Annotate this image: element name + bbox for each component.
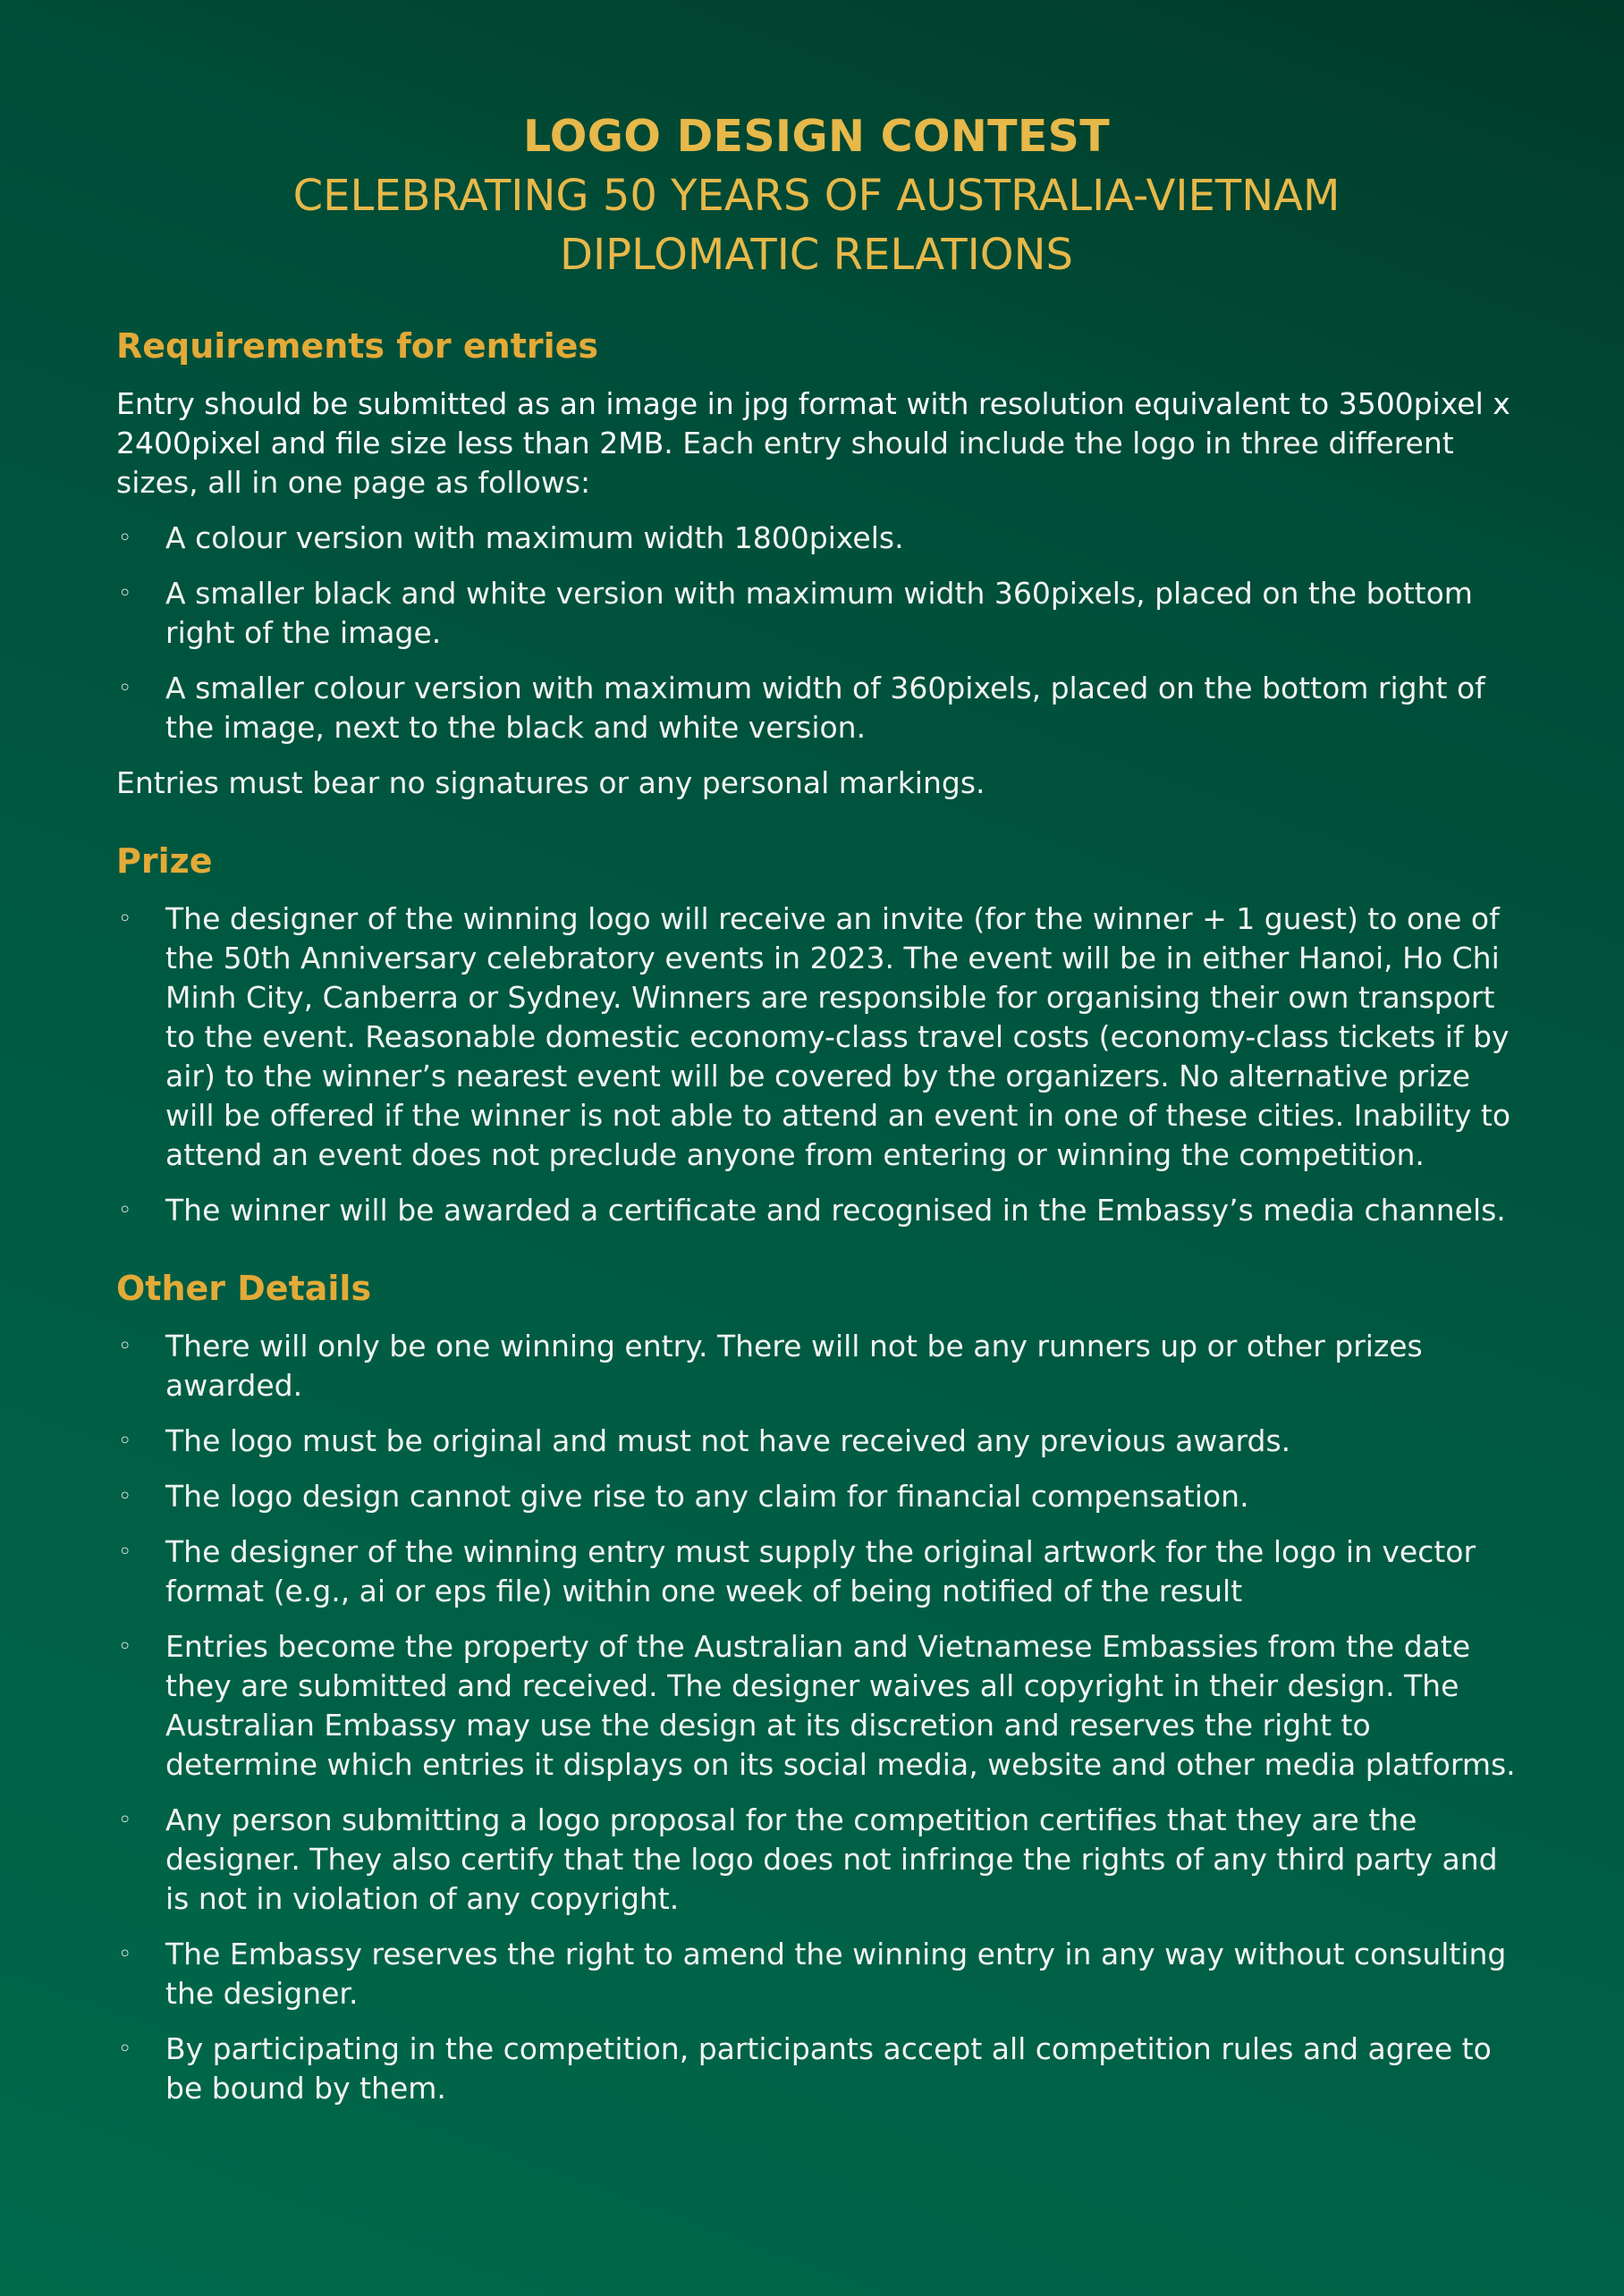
other-details-heading: Other Details [116,1269,372,1308]
requirements-intro [116,384,1517,502]
list-item-text: The Embassy reserves the right to amend the winning entry in any way without consulting the designer. [165,1937,1507,2011]
bullet-icon: ◦ [118,1333,132,1360]
list-item [116,1935,1517,2013]
bullet-icon: ◦ [118,1428,132,1455]
prize-list [116,899,1517,1230]
list-item [116,1801,1517,1919]
requirements-intro-rest: Each entry should include the logo in three different sizes, all in one page as follows: [116,426,1454,500]
page-subtitle-line-1: CELEBRATING 50 YEARS OF AUSTRALIA-VIETNAM [292,171,1341,221]
list-item [116,2030,1517,2108]
list-item-text: By participating in the competition, participants accept all competition rules and agree to be bound by them. [165,2031,1492,2106]
list-item [116,669,1517,747]
list-item-text: The logo design cannot give rise to any claim for financial compensation. [165,1479,1249,1514]
bullet-icon: ◦ [118,1483,132,1510]
page-title: LOGO DESIGN CONTEST [523,111,1110,162]
bullet-icon: ◦ [118,580,132,607]
list-item [116,1532,1517,1611]
list-item [116,1327,1517,1405]
other-details-list [116,1327,1517,2108]
bullet-icon: ◦ [118,1197,132,1224]
bullet-icon: ◦ [118,1539,132,1566]
list-item-text: Entries become the property of the Australian and Vietnamese Embassies from the date they are submitted and received. The designer waives all copyright in their design. The Australian Embassy may use the design at its discretion and reserves the right to determine which entries it displays on its social media, website and other media platforms. [165,1629,1516,1782]
bullet-icon: ◦ [118,906,132,933]
bullet-icon: ◦ [118,525,132,552]
requirements-list [116,519,1517,747]
requirements-heading: Requirements for entries [116,326,599,366]
list-item [116,1477,1517,1516]
requirements-section [116,324,1517,803]
list-item [116,899,1517,1175]
list-item [116,574,1517,653]
requirements-intro-emphasis: Entry should be submitted as an image in jpg format with resolution equivalent to 3500pixel x 2400pixel and file size less than 2MB. [116,386,1510,460]
list-item-text: A smaller colour version with maximum width of 360pixels, placed on the bottom right of the image, next to the black and white version. [165,671,1485,745]
list-item-text: A colour version with maximum width 1800pixels. [165,520,904,555]
list-item [116,1422,1517,1461]
bullet-icon: ◦ [118,2036,132,2063]
other-details-section [116,1266,1517,2108]
prize-heading: Prize [116,841,213,881]
page-subtitle-line-2: DIPLOMATIC RELATIONS [560,230,1073,280]
list-item [116,519,1517,558]
flyer-header [116,107,1517,284]
bullet-icon: ◦ [118,1941,132,1968]
list-item-text: Any person submitting a logo proposal for the competition certifies that they are the designer. They also certify that the logo does not infringe the rights of any third party and is not in violation of any copyright. [165,1802,1498,1916]
list-item [116,1627,1517,1785]
list-item-text: The designer of the winning logo will receive an invite (for the winner + 1 guest) to one of the 50th Anniversary celebratory events in 2023. The event will be in either Hanoi, Ho Chi Minh City, Canberra or Sydney. Winners are responsible for organising their own transport to the event. Reasonable domestic economy-class travel costs (economy-class tickets if by air) to the winner’s nearest event will be covered by the organizers. No alternative prize will be offered if the winner is not able to attend an event in one of these cities. Inability to attend an event does not preclude anyone from entering or winning the competition. [165,901,1511,1172]
bullet-icon: ◦ [118,1807,132,1834]
list-item-text: A smaller black and white version with maximum width 360pixels, placed on the bottom right of the image. [165,576,1473,650]
list-item-text: The logo must be original and must not have received any previous awards. [165,1423,1291,1458]
list-item-text: The designer of the winning entry must supply the original artwork for the logo in vector format (e.g., ai or eps file) within one week of being notified of the result [165,1534,1476,1608]
list-item-text: The winner will be awarded a certificate and recognised in the Embassy’s media channels. [165,1193,1506,1228]
prize-section [116,839,1517,1230]
list-item-text: There will only be one winning entry. There will not be any runners up or other prizes awarded. [165,1329,1423,1403]
bullet-icon: ◦ [118,1633,132,1660]
bullet-icon: ◦ [118,675,132,702]
requirements-footer-note: Entries must bear no signatures or any personal markings. [116,765,985,800]
list-item [116,1191,1517,1230]
